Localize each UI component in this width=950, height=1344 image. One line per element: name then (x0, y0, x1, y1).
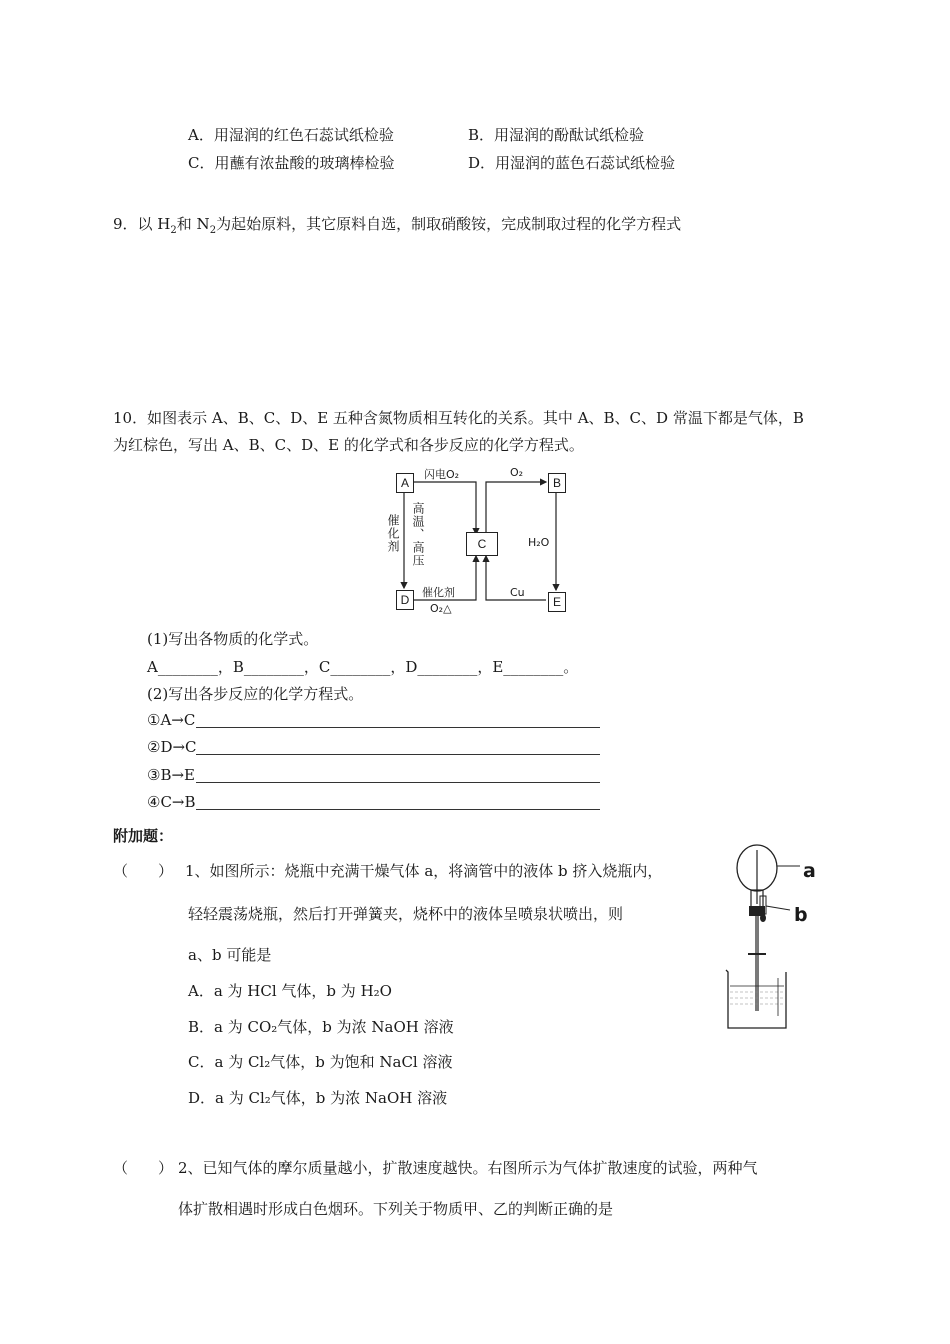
label-a-to-d-left: 催化剂 (386, 514, 400, 553)
eq-2-line (196, 754, 600, 755)
bonus-q2-line2: 体扩散相遇时形成白色烟环。下列关于物质甲、乙的判断正确的是 (178, 1200, 614, 1218)
nitrogen-conversion-diagram (380, 462, 580, 614)
option-c: C．用蘸有浓盐酸的玻璃棒检验 (188, 154, 395, 172)
bonus-q2-paren: （ ） (113, 1159, 174, 1177)
question-10-line2: 为红棕色，写出 A、B、C、D、E 的化学式和各步反应的化学方程式。 (113, 436, 584, 454)
option-a: A．用湿润的红色石蕊试纸检验 (188, 126, 394, 144)
label-a: a (803, 860, 816, 882)
eq-1-line (196, 727, 600, 728)
bonus-q1-option-d: D．a 为 Cl₂气体，b 为浓 NaOH 溶液 (188, 1089, 448, 1107)
bonus-title: 附加题： (113, 827, 174, 845)
eq-1-label: ①A→C (147, 711, 196, 729)
q9-sub1: 2 (170, 225, 177, 236)
label-d-to-c-top: 催化剂 (422, 586, 455, 599)
label-a-to-d-right: 高温、高压 (411, 502, 425, 567)
eq-4-line (196, 809, 600, 810)
bonus-q1-line2: 轻轻震荡烧瓶，然后打开弹簧夹，烧杯中的液体呈喷泉状喷出，则 (188, 905, 624, 923)
eq-3-label: ③B→E (147, 766, 195, 784)
q9-mid: 和 N (176, 215, 210, 233)
bonus-q1-line1: 1、如图所示：烧瓶中充满干燥气体 a，将滴管中的液体 b 挤入烧瓶内， (185, 862, 663, 880)
bonus-q1-option-c: C．a 为 Cl₂气体，b 为饱和 NaCl 溶液 (188, 1053, 453, 1071)
node-d: D (396, 590, 414, 610)
question-9 (113, 213, 681, 236)
q9-sub2: 2 (209, 225, 217, 236)
bonus-q2-line1: 2、已知气体的摩尔质量越小，扩散速度越快。右图所示为气体扩散速度的试验，两种气 (178, 1159, 758, 1177)
node-b: B (548, 473, 566, 493)
eq-3-line (196, 782, 600, 783)
label-b-to-e: H₂O (528, 536, 550, 549)
label-b: b (794, 904, 808, 926)
label-c-to-b: O₂ (510, 466, 524, 479)
option-b: B．用湿润的酚酞试纸检验 (468, 126, 645, 144)
bonus-q1-option-b: B．a 为 CO₂气体，b 为浓 NaOH 溶液 (188, 1018, 454, 1036)
eq-2-label: ②D→C (147, 738, 197, 756)
q9-prefix: 9．以 H (113, 215, 171, 233)
fountain-apparatus-drawing (720, 836, 840, 1036)
label-d-to-c-bottom: O₂△ (430, 602, 452, 615)
node-c: C (466, 532, 498, 556)
label-e-to-c: Cu (510, 586, 525, 599)
label-a-to-c: 闪电O₂ (424, 468, 460, 481)
q10-blanks: A________，B________，C________，D________，E________。 (147, 658, 579, 676)
option-d: D．用湿润的蓝色石蕊试纸检验 (468, 154, 676, 172)
bonus-q1-paren: （ ） (113, 862, 174, 880)
bonus-q1-line3: a、b 可能是 (188, 946, 272, 964)
bonus-q1-option-a: A．a 为 HCl 气体，b 为 H₂O (188, 982, 392, 1000)
q10-part1: (1)写出各物质的化学式。 (147, 630, 319, 648)
q9-suffix: 为起始原料，其它原料自选，制取硝酸铵，完成制取过程的化学方程式 (216, 215, 682, 233)
node-e: E (548, 592, 566, 612)
question-10-line1: 10．如图表示 A、B、C、D、E 五种含氮物质相互转化的关系。其中 A、B、C、D 常温下都是气体，B (113, 409, 804, 427)
q10-part2: (2)写出各步反应的化学方程式。 (147, 685, 364, 703)
eq-4-label: ④C→B (147, 793, 196, 811)
fountain-apparatus-figure (720, 836, 840, 1036)
node-a: A (396, 473, 414, 493)
